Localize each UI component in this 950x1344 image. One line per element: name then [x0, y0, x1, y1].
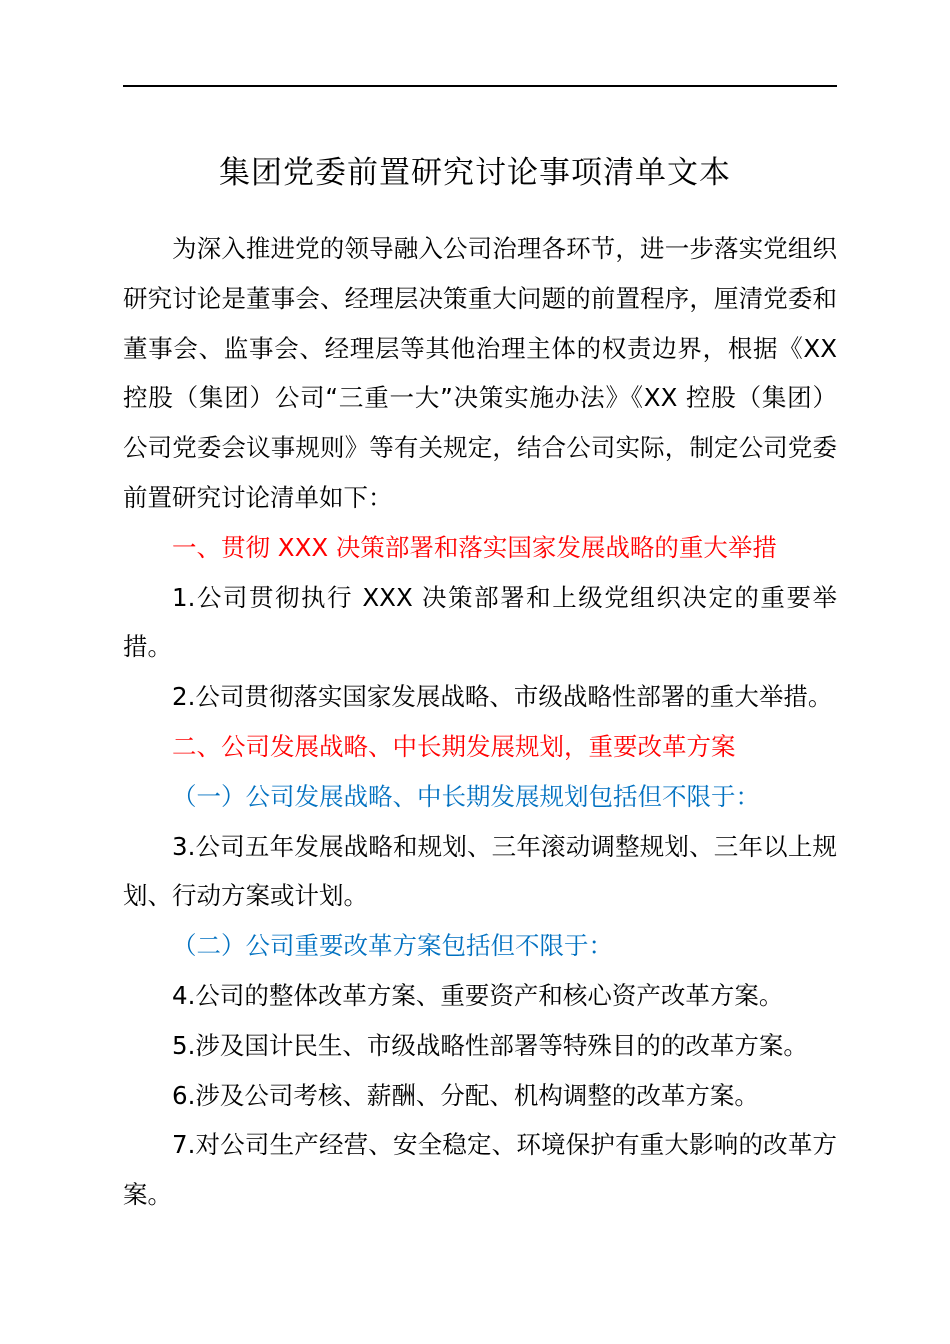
item-7: 7.对公司生产经营、安全稳定、环境保护有重大影响的改革方案。 — [123, 1130, 837, 1210]
subsection-heading-2: （二）公司重要改革方案包括但不限于： — [172, 931, 613, 961]
item-2: 2.公司贯彻落实国家发展战略、市级战略性部署的重大举措。 — [172, 682, 833, 712]
document-title: 集团党委前置研究讨论事项清单文本 — [219, 155, 731, 191]
section-heading-1: 一、贯彻 XXX 决策部署和落实国家发展战略的重大举措 — [172, 532, 777, 562]
subsection-heading-1: （一）公司发展战略、中长期发展规划包括但不限于： — [172, 781, 760, 811]
item-3: 3.公司五年发展战略和规划、三年滚动调整规划、三年以上规划、行动方案或计划。 — [123, 831, 837, 911]
document-body — [123, 224, 837, 1220]
item-6: 6.涉及公司考核、薪酬、分配、机构调整的改革方案。 — [172, 1080, 759, 1110]
item-4: 4.公司的整体改革方案、重要资产和核心资产改革方案。 — [172, 980, 784, 1010]
section-heading-2: 二、公司发展战略、中长期发展规划，重要改革方案 — [172, 731, 736, 761]
intro-paragraph: 为深入推进党的领导融入公司治理各环节，进一步落实党组织研究讨论是董事会、经理层决策重大问题的前置程序，厘清党委和董事会、监事会、经理层等其他治理主体的权责边界，根据《XX 控股（集团）公司“三重一大”决策实施办法》《XX 控股（集团）公司党委会议事规则》等有关规定，结合公司实际，制定公司党委前置研究讨论清单如下： — [123, 234, 837, 512]
item-5: 5.涉及国计民生、市级战略性部署等特殊目的的改革方案。 — [172, 1030, 808, 1060]
header-rule — [123, 85, 837, 87]
item-1: 1.公司贯彻执行 XXX 决策部署和上级党组织决定的重要举措。 — [123, 582, 837, 662]
